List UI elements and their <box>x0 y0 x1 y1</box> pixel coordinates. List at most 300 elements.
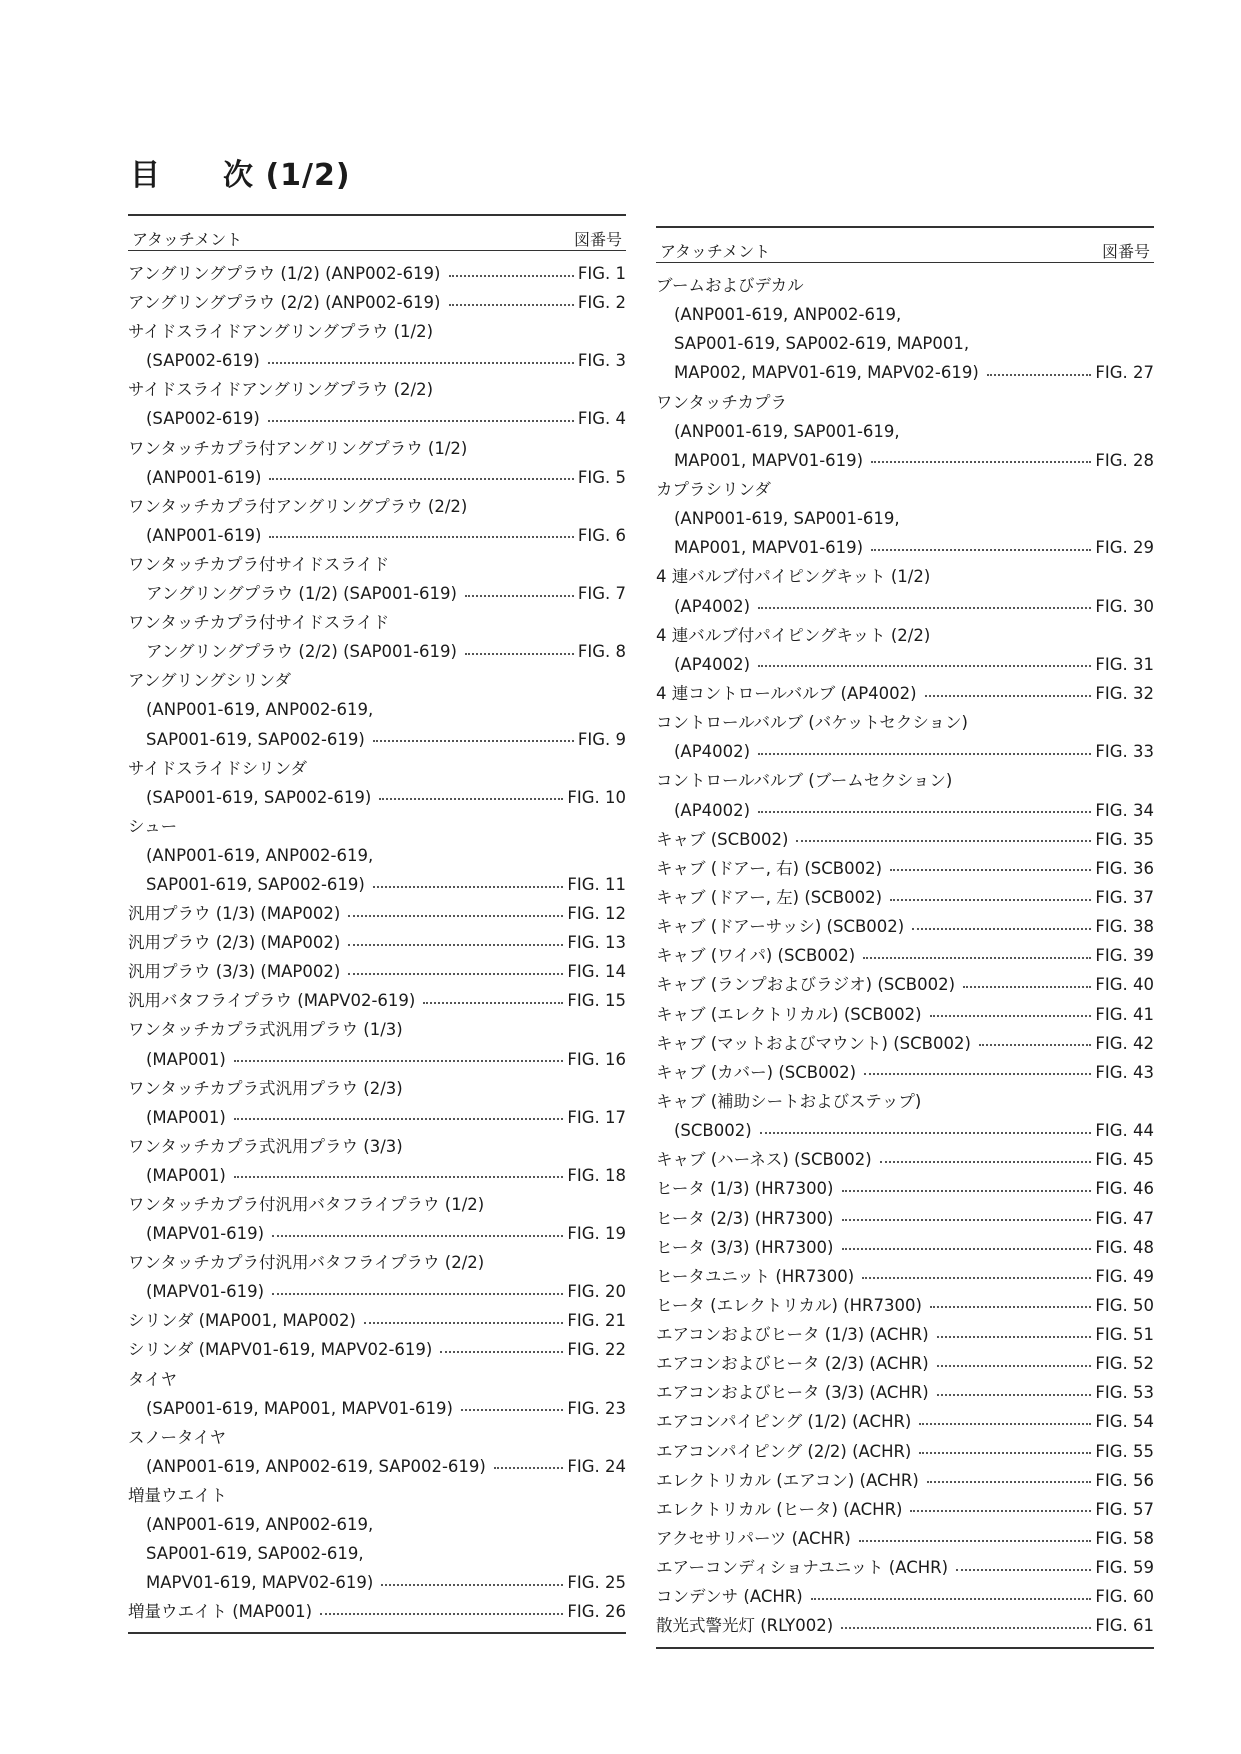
toc-entry-text: エアコンパイピング (1/2) (ACHR) <box>656 1412 912 1432</box>
toc-entry-text: エアコンおよびヒータ (3/3) (ACHR) <box>656 1383 929 1403</box>
toc-entry-text: キャブ (ドアー, 右) (SCB002) <box>656 858 883 878</box>
toc-entry-text: (SAP001-619, SAP002-619) <box>146 787 372 807</box>
toc-entry[interactable] <box>128 666 626 753</box>
toc-entry-line <box>128 637 626 666</box>
toc-entry-text: (ANP001-619, ANP002-619, <box>146 1515 374 1535</box>
toc-entry-text: スノータイヤ <box>128 1427 227 1447</box>
toc-entry-line <box>656 1291 1154 1320</box>
figure-number: FIG. 47 <box>1095 1208 1154 1228</box>
toc-entry-line <box>128 317 626 346</box>
figure-number: FIG. 37 <box>1095 887 1154 907</box>
toc-entry-line <box>656 504 1154 533</box>
toc-entry[interactable] <box>656 1058 1154 1087</box>
figure-number: FIG. 24 <box>567 1456 626 1476</box>
toc-entry[interactable] <box>656 475 1154 562</box>
toc-entry[interactable] <box>656 271 1154 388</box>
toc-entry-text: ワンタッチカプラ付サイドスライド <box>128 554 390 574</box>
toc-entry-text: (AP4002) <box>674 654 751 674</box>
toc-entry[interactable] <box>656 1378 1154 1407</box>
toc-entry-line <box>656 1262 1154 1291</box>
toc-entry-line <box>128 1103 626 1132</box>
toc-entry-text: (SCB002) <box>674 1121 752 1141</box>
toc-entry-text: キャブ (ドアーサッシ) (SCB002) <box>656 917 905 937</box>
toc-entry-text: SAP001-619, SAP002-619, MAP001, <box>674 334 970 354</box>
figure-number: FIG. 19 <box>567 1224 626 1244</box>
toc-entry-text: エレクトリカル (エアコン) (ACHR) <box>656 1470 919 1490</box>
toc-entry[interactable] <box>128 1248 626 1306</box>
toc-entry-text: (MAP001) <box>146 1165 226 1185</box>
dot-leader <box>871 549 1091 551</box>
toc-entry-line <box>656 766 1154 795</box>
toc-entry[interactable] <box>656 708 1154 766</box>
toc-entry-text: (ANP001-619) <box>146 467 262 487</box>
toc-entry[interactable] <box>656 621 1154 679</box>
toc-entry[interactable] <box>656 562 1154 620</box>
toc-entry-text: (ANP001-619, ANP002-619, <box>146 700 374 720</box>
toc-entry-line <box>128 259 626 288</box>
toc-entry-text: コントロールバルブ (ブームセクション) <box>656 771 953 791</box>
toc-entry-line <box>656 825 1154 854</box>
toc-entry-line <box>656 1524 1154 1553</box>
toc-entry-text: ワンタッチカプラ付汎用バタフライプラウ (1/2) <box>128 1195 485 1214</box>
toc-entry-text: コンデンサ (ACHR) <box>656 1587 803 1607</box>
toc-entry-text: アングリングプラウ (2/2) (SAP001-619) <box>146 642 457 662</box>
toc-entry-text: シュー <box>128 816 178 836</box>
toc-entry[interactable] <box>656 1582 1154 1611</box>
dot-leader <box>796 840 1091 842</box>
attachment-header: アタッチメント <box>660 242 771 261</box>
figure-number: FIG. 21 <box>567 1311 626 1331</box>
toc-entry-line <box>128 434 626 463</box>
toc-entry-text: 汎用プラウ (1/3) (MAP002) <box>128 904 341 924</box>
figure-number: FIG. 5 <box>577 467 626 487</box>
figure-number: FIG. 38 <box>1095 917 1154 937</box>
toc-entry-line <box>128 579 626 608</box>
dot-leader <box>268 420 574 422</box>
toc-entry-text: SAP001-619, SAP002-619) <box>146 729 365 749</box>
toc-entry-text: ワンタッチカプラ付サイドスライド <box>128 613 390 633</box>
toc-entry-line <box>656 796 1154 825</box>
toc-entry-line <box>656 1466 1154 1495</box>
toc-entry-text: (SAP002-619) <box>146 351 260 371</box>
toc-entry-line <box>128 550 626 579</box>
toc-entry-text: キャブ (SCB002) <box>656 829 789 849</box>
toc-entry-line <box>656 708 1154 737</box>
dot-leader <box>758 665 1091 667</box>
dot-leader <box>859 1540 1091 1542</box>
figure-number: FIG. 9 <box>577 729 626 749</box>
column-bottom-rule <box>128 1632 626 1634</box>
figure-number: FIG. 51 <box>1095 1325 1154 1345</box>
dot-leader <box>930 1306 1091 1308</box>
figure-number: FIG. 3 <box>577 351 626 371</box>
toc-entry-line <box>128 404 626 433</box>
toc-entry[interactable] <box>656 1320 1154 1349</box>
figure-number: FIG. 54 <box>1095 1412 1154 1432</box>
toc-entry-line <box>656 562 1154 591</box>
figure-number: FIG. 34 <box>1095 800 1154 820</box>
toc-entry-text: SAP001-619, SAP002-619) <box>146 874 365 894</box>
toc-entry-text: ブームおよびデカル <box>656 276 804 295</box>
dot-leader <box>234 1176 564 1178</box>
dot-leader <box>465 653 574 655</box>
toc-entry-line <box>656 1495 1154 1524</box>
toc-entry-text: (ANP001-619, ANP002-619, <box>146 845 374 865</box>
figure-number: FIG. 53 <box>1095 1383 1154 1403</box>
toc-entry-text: (MAPV01-619) <box>146 1224 265 1244</box>
figure-number: FIG. 20 <box>567 1282 626 1302</box>
toc-entry-text: (ANP001-619) <box>146 525 262 545</box>
dot-leader <box>348 973 563 975</box>
dot-leader <box>811 1598 1092 1600</box>
toc-entry-line <box>128 1539 626 1568</box>
dot-leader <box>925 695 1092 697</box>
toc-entry[interactable] <box>128 1335 626 1364</box>
toc-entry[interactable] <box>128 1015 626 1073</box>
figure-number: FIG. 52 <box>1095 1354 1154 1374</box>
toc-entry[interactable] <box>656 1291 1154 1320</box>
dot-leader <box>912 928 1091 930</box>
toc-entry-text: ヒータ (エレクトリカル) (HR7300) <box>656 1295 922 1315</box>
toc-entry-line <box>656 1145 1154 1174</box>
toc-entry-text: キャブ (ハーネス) (SCB002) <box>656 1150 872 1170</box>
toc-entry-text: ワンタッチカプラ付アングリングプラウ (2/2) <box>128 496 468 516</box>
toc-entry-text: タイヤ <box>128 1369 178 1389</box>
toc-column-right <box>656 226 1154 1649</box>
figure-number: FIG. 48 <box>1095 1237 1154 1257</box>
toc-entry-text: キャブ (ドアー, 左) (SCB002) <box>656 887 883 907</box>
dot-leader <box>937 1394 1092 1396</box>
toc-entry-line <box>656 329 1154 358</box>
toc-entry[interactable] <box>128 375 626 433</box>
toc-entry[interactable] <box>656 941 1154 970</box>
toc-entry-line <box>128 783 626 812</box>
toc-entry[interactable] <box>128 288 626 317</box>
figure-number: FIG. 46 <box>1095 1179 1154 1199</box>
dot-leader <box>919 1452 1091 1454</box>
toc-entry-text: アングリングシリンダ <box>128 671 292 691</box>
toc-entry-line <box>656 679 1154 708</box>
figure-number: FIG. 11 <box>567 874 626 894</box>
toc-entry-text: シリンダ (MAPV01-619, MAPV02-619) <box>128 1340 433 1360</box>
toc-entry-line <box>656 1407 1154 1436</box>
toc-entry-text: (ANP001-619, SAP001-619, <box>674 509 900 529</box>
toc-entry[interactable] <box>656 1233 1154 1262</box>
toc-entry-line <box>128 346 626 375</box>
toc-entry[interactable] <box>128 928 626 957</box>
toc-entry-text: ワンタッチカプラ付アングリングプラウ (1/2) <box>128 438 468 458</box>
toc-entry[interactable] <box>128 957 626 986</box>
toc-entry-line <box>128 1423 626 1452</box>
toc-entry-text: アングリングプラウ (1/2) (SAP001-619) <box>146 584 457 604</box>
toc-entry-line <box>656 650 1154 679</box>
dot-leader <box>364 1322 563 1324</box>
toc-entry-line <box>128 666 626 695</box>
toc-entry[interactable] <box>656 970 1154 999</box>
toc-entry[interactable] <box>656 825 1154 854</box>
column-header <box>128 216 626 251</box>
toc-entry-line <box>128 986 626 1015</box>
dot-leader <box>348 944 563 946</box>
toc-entry[interactable] <box>656 1524 1154 1553</box>
toc-entry-text: サイドスライドアングリングプラウ (2/2) <box>128 380 434 400</box>
toc-entry-line <box>656 621 1154 650</box>
toc-entry[interactable] <box>656 1349 1154 1378</box>
dot-leader <box>465 595 574 597</box>
toc-entry[interactable] <box>656 1495 1154 1524</box>
toc-entry[interactable] <box>656 912 1154 941</box>
toc-entry[interactable] <box>656 766 1154 824</box>
dot-leader <box>864 1073 1091 1075</box>
toc-entry-text: (SAP001-619, MAP001, MAPV01-619) <box>146 1398 453 1418</box>
toc-entry-text: 汎用プラウ (3/3) (MAP002) <box>128 962 341 982</box>
toc-entry-line <box>128 1365 626 1394</box>
toc-entry-line <box>656 1349 1154 1378</box>
figure-number: FIG. 33 <box>1095 742 1154 762</box>
toc-entry-line <box>128 1481 626 1510</box>
toc-entry-text: ヒータユニット (HR7300) <box>656 1266 855 1286</box>
toc-entry-line <box>128 841 626 870</box>
dot-leader <box>927 1481 1092 1483</box>
dot-leader <box>269 478 573 480</box>
toc-entry-text: 4 連バルブ付パイピングキット (1/2) <box>656 567 931 587</box>
toc-entry-line <box>128 1161 626 1190</box>
dot-leader <box>373 740 574 742</box>
toc-entry[interactable] <box>128 812 626 899</box>
toc-entry[interactable] <box>656 854 1154 883</box>
dot-leader <box>842 1248 1092 1250</box>
toc-entry[interactable] <box>656 1407 1154 1436</box>
figure-number: FIG. 42 <box>1095 1033 1154 1053</box>
dot-leader <box>842 1219 1092 1221</box>
toc-entry-text: (MAP001) <box>146 1107 226 1127</box>
toc-entry-line <box>128 288 626 317</box>
toc-entry-line <box>128 1306 626 1335</box>
toc-entry-text: キャブ (マットおよびマウント) (SCB002) <box>656 1033 971 1053</box>
toc-entry[interactable] <box>128 317 626 375</box>
dot-leader <box>449 275 574 277</box>
dot-leader <box>930 1015 1092 1017</box>
toc-entry-text: (ANP001-619, ANP002-619, SAP002-619) <box>146 1456 486 1476</box>
toc-entry[interactable] <box>128 1074 626 1132</box>
toc-entry-line <box>128 1510 626 1539</box>
toc-entry[interactable] <box>128 1481 626 1597</box>
toc-entry[interactable] <box>128 899 626 928</box>
figure-number: FIG. 6 <box>577 525 626 545</box>
toc-entry[interactable] <box>656 1087 1154 1145</box>
toc-entry-text: 4 連コントロールバルブ (AP4002) <box>656 683 917 703</box>
toc-entry-line <box>128 1045 626 1074</box>
toc-entry-line <box>656 1437 1154 1466</box>
figure-number: FIG. 50 <box>1095 1295 1154 1315</box>
toc-entry-text: キャブ (エレクトリカル) (SCB002) <box>656 1004 922 1024</box>
attachment-header: アタッチメント <box>132 230 243 249</box>
dot-leader <box>880 1161 1092 1163</box>
toc-entry[interactable] <box>128 259 626 288</box>
figure-number: FIG. 56 <box>1095 1470 1154 1490</box>
toc-entry[interactable] <box>656 1000 1154 1029</box>
toc-entry-text: ワンタッチカプラ式汎用プラウ (1/3) <box>128 1020 403 1040</box>
toc-entry-text: ワンタッチカプラ <box>656 392 788 412</box>
toc-entry-text: 散光式警光灯 (RLY002) <box>656 1616 834 1636</box>
figure-number: FIG. 1 <box>577 264 626 283</box>
figure-number: FIG. 57 <box>1095 1499 1154 1519</box>
toc-entry[interactable] <box>128 1423 626 1481</box>
toc-entry[interactable] <box>128 1365 626 1423</box>
figure-number: FIG. 28 <box>1095 450 1154 470</box>
toc-entry[interactable] <box>656 1145 1154 1174</box>
toc-entry[interactable] <box>128 754 626 812</box>
toc-entry-line <box>656 1058 1154 1087</box>
figure-number: FIG. 29 <box>1095 538 1154 558</box>
toc-entry-line <box>656 533 1154 562</box>
toc-entry[interactable] <box>656 1262 1154 1291</box>
figure-number: FIG. 36 <box>1095 858 1154 878</box>
toc-entry[interactable] <box>128 492 626 550</box>
toc-entry-text: 4 連バルブ付パイピングキット (2/2) <box>656 625 931 645</box>
dot-leader <box>758 753 1091 755</box>
toc-entry-text: キャブ (補助シートおよびステップ) <box>656 1091 922 1111</box>
toc-entry-line <box>128 754 626 783</box>
figure-number: FIG. 58 <box>1095 1529 1154 1549</box>
toc-entry-text: (AP4002) <box>674 596 751 616</box>
figure-number: FIG. 15 <box>567 991 626 1011</box>
figure-number: FIG. 4 <box>577 409 626 429</box>
toc-entry-line <box>128 375 626 404</box>
toc-entry[interactable] <box>656 1553 1154 1582</box>
toc-entry-line <box>128 1219 626 1248</box>
dot-leader <box>758 811 1091 813</box>
toc-entry-text: MAP001, MAPV01-619) <box>674 538 864 558</box>
toc-entry-text: カプラシリンダ <box>656 479 771 499</box>
toc-entry-line <box>128 521 626 550</box>
toc-entry-line <box>128 1597 626 1626</box>
toc-entry-text: サイドスライドシリンダ <box>128 758 308 778</box>
toc-entry-text: SAP001-619, SAP002-619, <box>146 1544 364 1564</box>
figure-number: FIG. 27 <box>1095 363 1154 383</box>
toc-entry-line <box>656 854 1154 883</box>
toc-entry[interactable] <box>128 434 626 492</box>
dot-leader <box>269 536 573 538</box>
figure-number: FIG. 22 <box>567 1340 626 1360</box>
dot-leader <box>937 1336 1092 1338</box>
toc-entry-line <box>128 1074 626 1103</box>
dot-leader <box>348 915 563 917</box>
toc-entry-line <box>656 1233 1154 1262</box>
toc-entry-text: MAP002, MAPV01-619, MAPV02-619) <box>674 363 979 383</box>
toc-entry-line <box>128 492 626 521</box>
toc-entry-text: エアーコンディショナユニット (ACHR) <box>656 1558 949 1578</box>
toc-entry-text: (MAP001) <box>146 1049 226 1069</box>
toc-entry[interactable] <box>128 608 626 666</box>
toc-entry-line <box>656 592 1154 621</box>
toc-entry-text: サイドスライドアングリングプラウ (1/2) <box>128 322 434 342</box>
toc-entry-text: アングリングプラウ (2/2) (ANP002-619) <box>128 293 441 313</box>
figure-number: FIG. 55 <box>1095 1441 1154 1461</box>
figure-number: FIG. 13 <box>567 933 626 953</box>
toc-entry-line <box>128 870 626 899</box>
toc-entry-text: アングリングプラウ (1/2) (ANP002-619) <box>128 264 441 283</box>
figure-number: FIG. 2 <box>577 293 626 313</box>
toc-entry-line <box>656 1087 1154 1116</box>
toc-entry[interactable] <box>128 1190 626 1248</box>
dot-leader <box>234 1118 564 1120</box>
toc-entry-text: キャブ (ランプおよびラジオ) (SCB002) <box>656 975 956 995</box>
toc-entry-text: キャブ (ワイパ) (SCB002) <box>656 946 856 966</box>
toc-entry[interactable] <box>656 388 1154 475</box>
figure-number: FIG. 10 <box>567 787 626 807</box>
toc-entry[interactable] <box>656 1174 1154 1203</box>
toc-entry[interactable] <box>128 986 626 1015</box>
dot-leader <box>910 1510 1091 1512</box>
figure-number: FIG. 25 <box>567 1573 626 1593</box>
toc-entry[interactable] <box>128 550 626 608</box>
toc-entry-line <box>656 1174 1154 1203</box>
figure-number: FIG. 8 <box>577 642 626 662</box>
toc-entry-line <box>656 300 1154 329</box>
figure-number: FIG. 14 <box>567 962 626 982</box>
toc-entry-text: ワンタッチカプラ付汎用バタフライプラウ (2/2) <box>128 1253 485 1273</box>
figure-number: FIG. 18 <box>567 1165 626 1185</box>
figure-number: FIG. 35 <box>1095 829 1154 849</box>
toc-entry-line <box>128 1015 626 1044</box>
figure-number: FIG. 30 <box>1095 596 1154 616</box>
page-title: 目 次 (1/2) <box>130 158 351 193</box>
dot-leader <box>268 362 574 364</box>
toc-entry[interactable] <box>656 1611 1154 1640</box>
dot-leader <box>890 869 1091 871</box>
figure-number: FIG. 41 <box>1095 1004 1154 1024</box>
toc-entry-text: エアコンおよびヒータ (1/3) (ACHR) <box>656 1325 929 1345</box>
toc-column-left <box>128 214 626 1634</box>
toc-entry[interactable] <box>656 1204 1154 1233</box>
toc-entry-line <box>128 928 626 957</box>
toc-entry[interactable] <box>656 1437 1154 1466</box>
toc-entry-text: エアコンパイピング (2/2) (ACHR) <box>656 1441 912 1461</box>
toc-entry-line <box>128 1452 626 1481</box>
toc-entry[interactable] <box>128 1597 626 1626</box>
dot-leader <box>890 899 1091 901</box>
column-header <box>656 228 1154 263</box>
figure-number: FIG. 45 <box>1095 1150 1154 1170</box>
toc-entry-text: キャブ (カバー) (SCB002) <box>656 1062 857 1082</box>
toc-entry[interactable] <box>128 1306 626 1335</box>
toc-entry[interactable] <box>656 679 1154 708</box>
dot-leader <box>758 607 1091 609</box>
toc-entry-line <box>128 1190 626 1219</box>
toc-entry-line <box>656 1582 1154 1611</box>
toc-entry-line <box>128 957 626 986</box>
dot-leader <box>841 1627 1091 1629</box>
dot-leader <box>272 1235 563 1237</box>
toc-entry-line <box>656 970 1154 999</box>
toc-entry-text: コントロールバルブ (バケットセクション) <box>656 713 968 733</box>
dot-leader <box>234 1060 564 1062</box>
toc-entry-line <box>128 1335 626 1364</box>
toc-entry-text: (ANP001-619, ANP002-619, <box>674 305 902 325</box>
toc-entry-line <box>656 417 1154 446</box>
toc-entry[interactable] <box>656 883 1154 912</box>
toc-entry[interactable] <box>128 1132 626 1190</box>
dot-leader <box>871 461 1091 463</box>
toc-entry-text: 汎用バタフライプラウ (MAPV02-619) <box>128 991 416 1011</box>
toc-entry[interactable] <box>656 1466 1154 1495</box>
figure-number: FIG. 23 <box>567 1398 626 1418</box>
toc-entry-line <box>656 941 1154 970</box>
toc-entry-list <box>656 271 1154 1641</box>
toc-entry[interactable] <box>656 1029 1154 1058</box>
dot-leader <box>963 986 1091 988</box>
